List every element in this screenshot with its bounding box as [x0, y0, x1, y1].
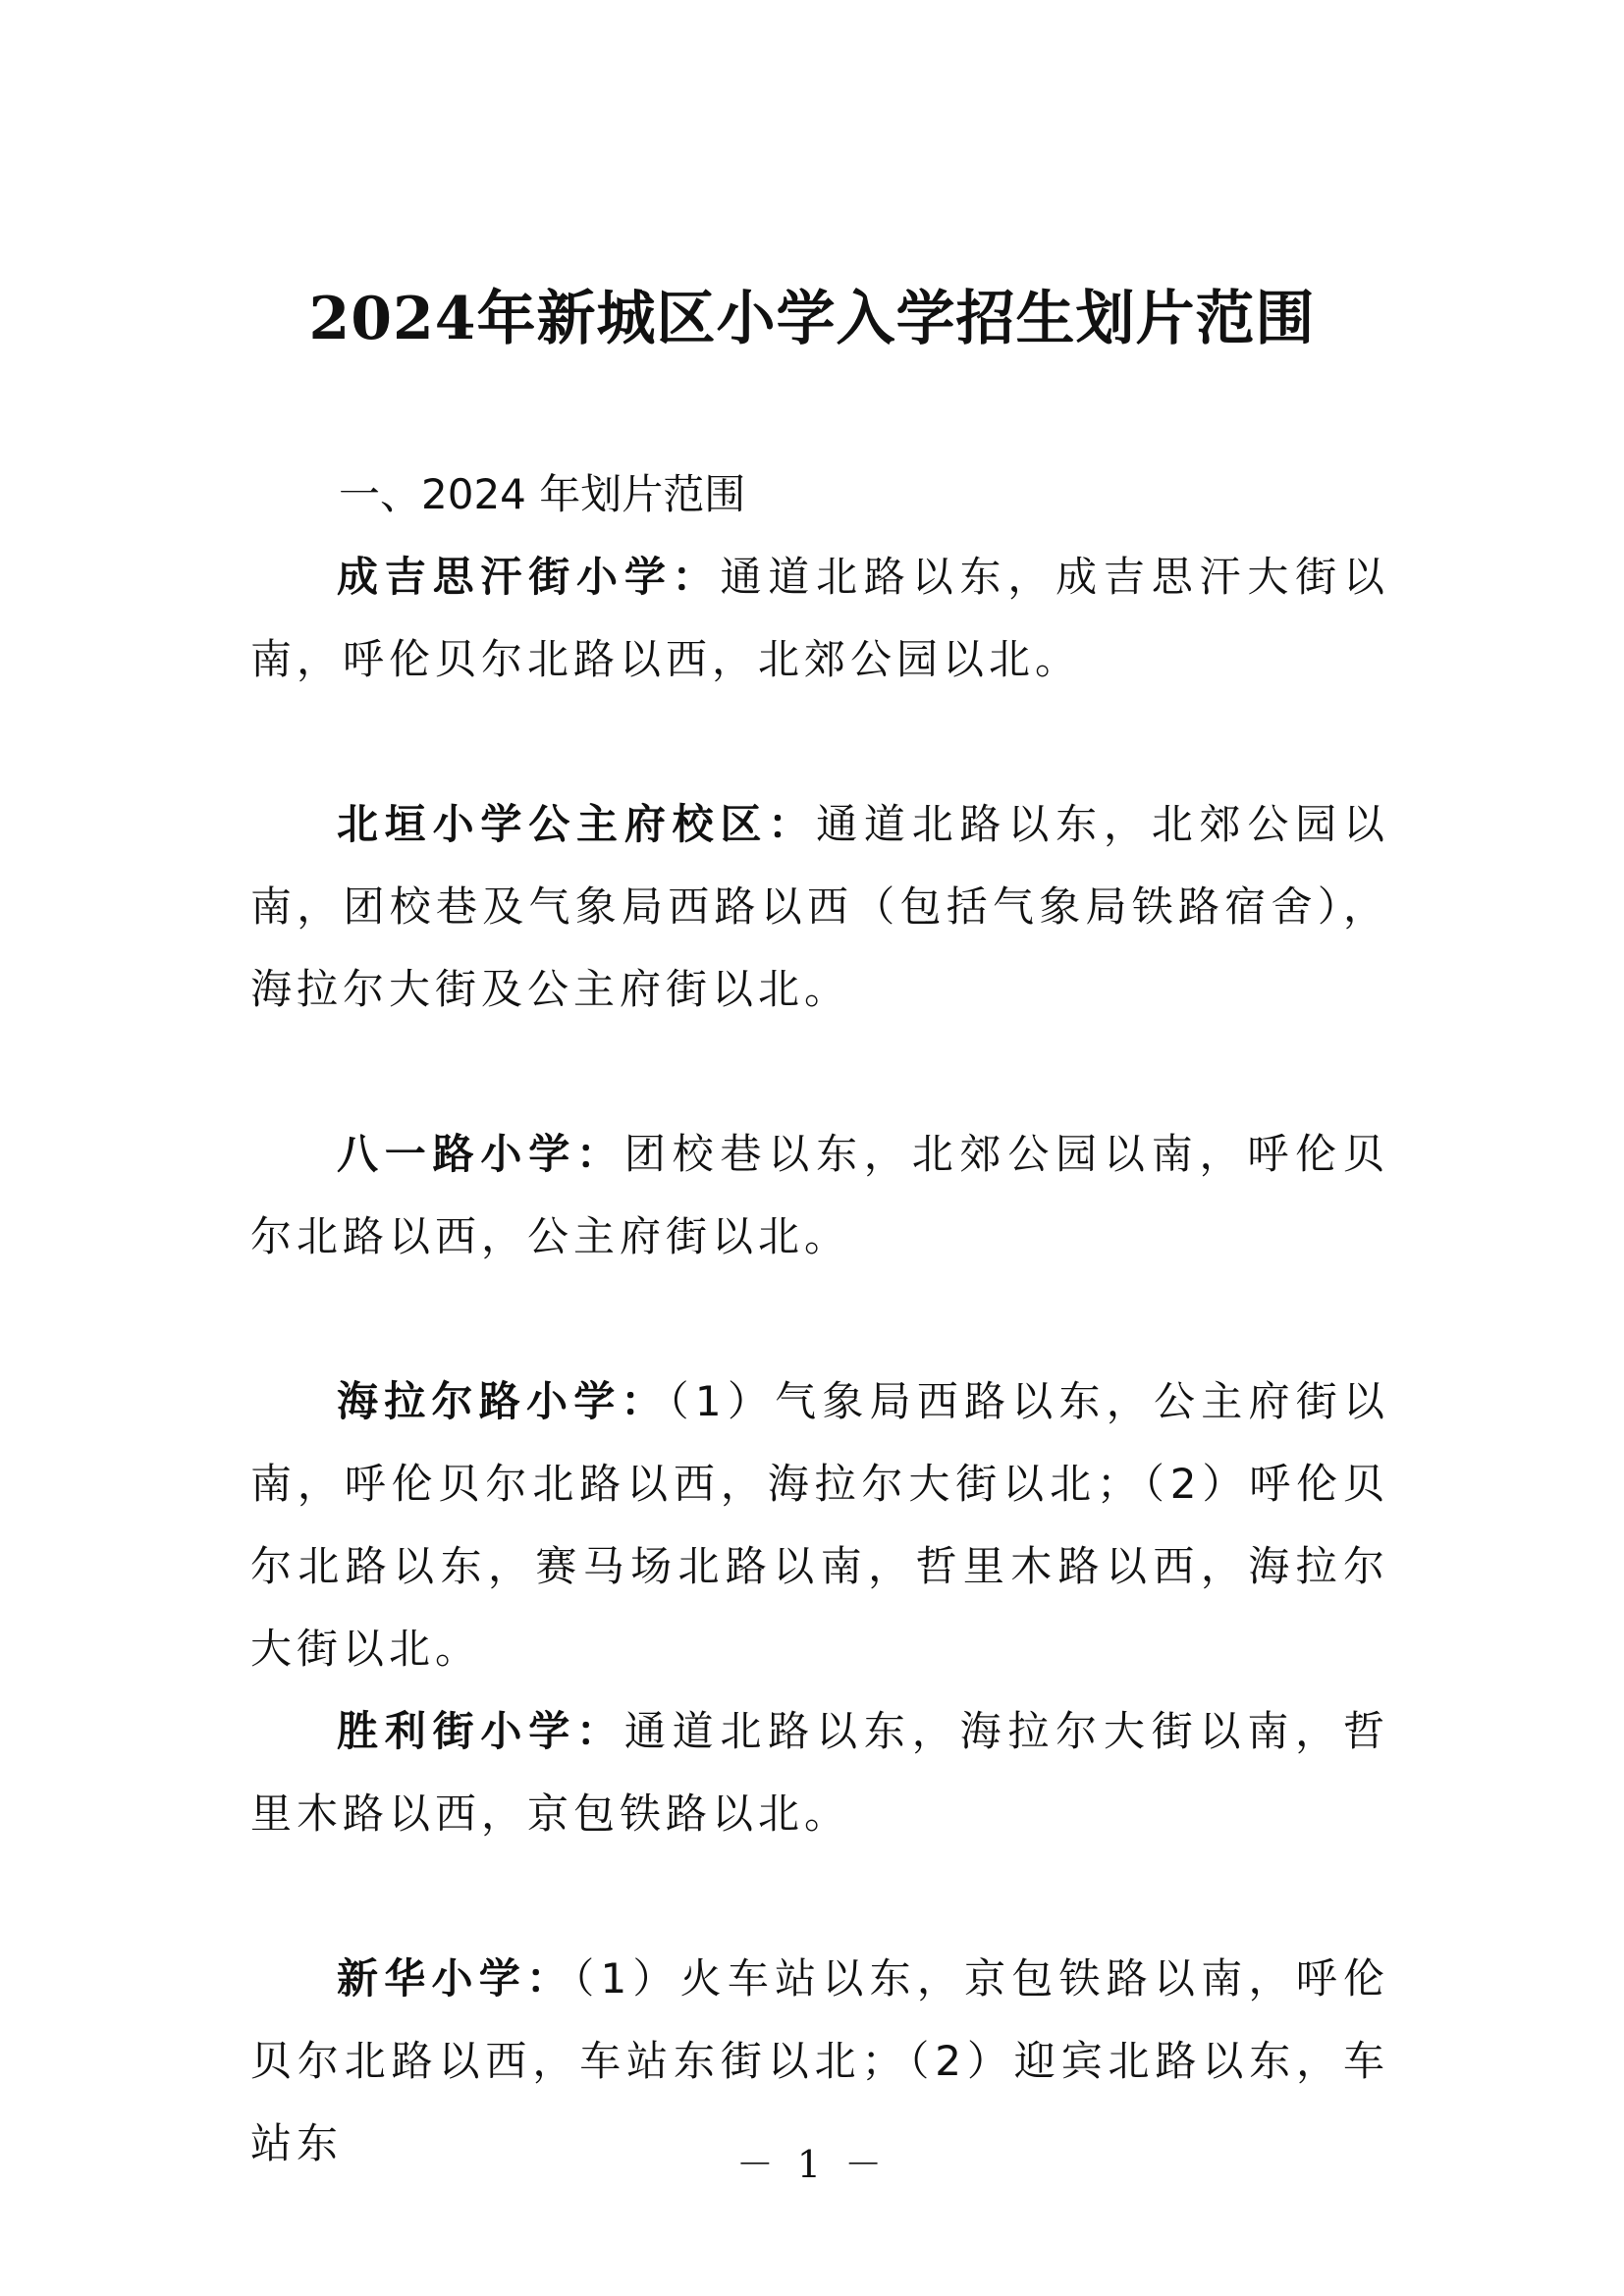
- zone-description: （1）火车站以东，京包铁路以南，呼伦贝尔北路以西，车站东街以北；（2）迎宾北路以东，车站东: [250, 1954, 1389, 2167]
- entry-paragraph: [250, 1113, 1389, 1278]
- entry-paragraph: [250, 1361, 1389, 1690]
- school-name: 成吉思汗街小学：: [337, 553, 721, 601]
- school-name: 胜利街小学：: [337, 1707, 624, 1755]
- zone-description: 通道北路以东，北郊公园以南，团校巷及气象局西路以西（包括气象局铁路宿舍），海拉尔大街及公主府街以北。: [250, 800, 1389, 1013]
- zone-description: （1）气象局西路以东，公主府街以南，呼伦贝尔北路以西，海拉尔大街以北；（2）呼伦贝尔北路以东，赛马场北路以南，哲里木路以西，海拉尔大街以北。: [250, 1377, 1389, 1673]
- zone-description: 通道北路以东，成吉思汗大街以南，呼伦贝尔北路以西，北郊公园以北。: [250, 553, 1389, 683]
- zone-description: 通道北路以东，海拉尔大街以南，哲里木路以西，京包铁路以北。: [250, 1707, 1389, 1838]
- school-name: 海拉尔路小学：: [337, 1377, 669, 1425]
- entry-paragraph: [250, 1690, 1389, 1855]
- section-heading: 一、2024 年划片范围: [339, 470, 746, 518]
- zone-description: 团校巷以东，北郊公园以南，呼伦贝尔北路以西，公主府街以北。: [250, 1130, 1389, 1260]
- entry-paragraph: [250, 783, 1389, 1031]
- school-name: 北垣小学公主府校区：: [337, 800, 817, 848]
- document-title: 2024年新城区小学入学招生划片范围: [308, 285, 1316, 353]
- page-number: － 1 －: [735, 2143, 889, 2186]
- school-name: 新华小学：: [337, 1954, 574, 2002]
- school-name: 八一路小学：: [337, 1130, 624, 1178]
- entry-paragraph: [250, 536, 1389, 701]
